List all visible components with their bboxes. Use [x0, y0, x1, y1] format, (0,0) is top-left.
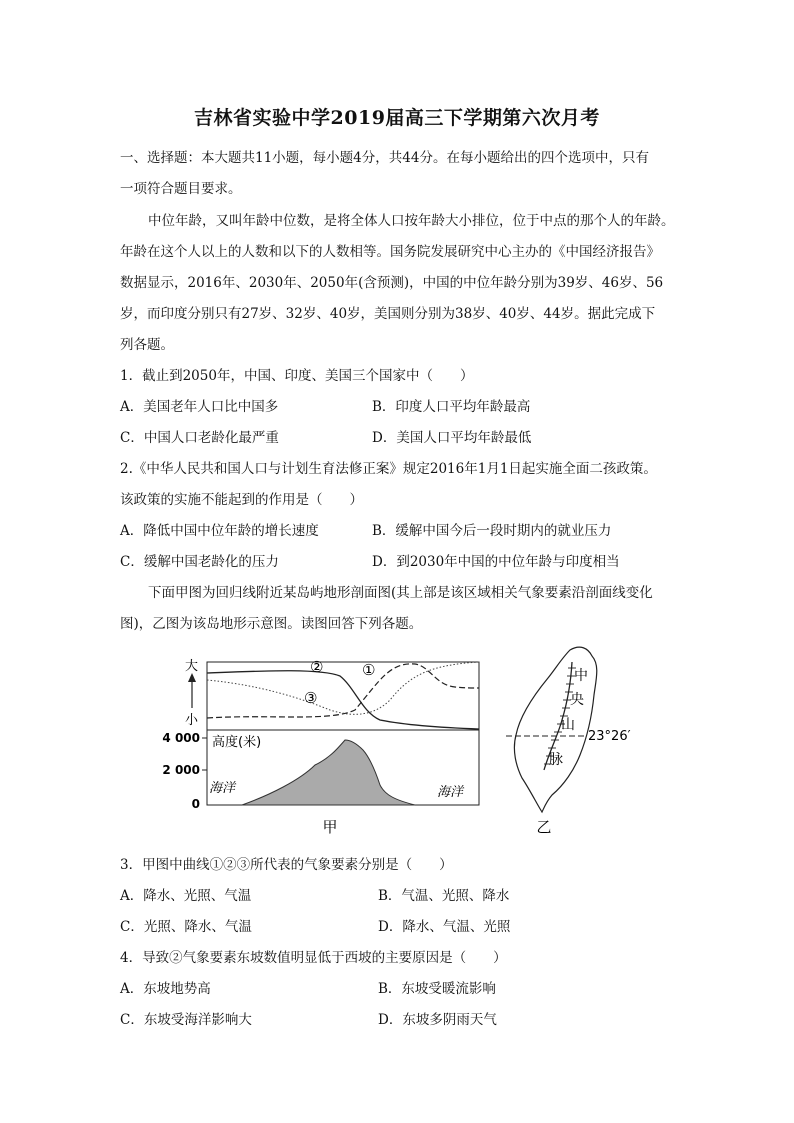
passage1-line-5: 列各题。: [120, 337, 174, 353]
mountain-char-2: 央: [570, 692, 584, 708]
q3-option-a: A．降水、光照、气温: [120, 888, 252, 904]
passage1-line-1: 中位年龄，又叫年龄中位数，是将全体人口按年龄大小排位，位于中点的那个人的年龄。: [148, 213, 675, 229]
page-title: 吉林省实验中学2019届高三下学期第六次月考: [194, 107, 600, 129]
q4-option-c: C．东坡受海洋影响大: [120, 1012, 252, 1028]
q3-option-d: D．降水、气温、光照: [378, 919, 511, 935]
passage2-line-2: 图)，乙图为该岛地形示意图。读图回答下列各题。: [120, 616, 423, 632]
q2-option-a: A．降低中国中位年龄的增长速度: [120, 523, 319, 539]
tick-0: 0: [191, 797, 200, 811]
sea-left-label: 海洋: [209, 781, 236, 796]
curve-3-label: ③: [304, 689, 318, 707]
passage1-line-3: 数据显示，2016年、2030年、2050年(含预测)，中国的中位年龄分别为39岁、46岁、56: [120, 275, 664, 291]
y-label-top: 大: [185, 659, 199, 674]
q2-option-b: B．缓解中国今后一段时期内的就业压力: [372, 523, 612, 539]
passage2-line-1: 下面甲图为回归线附近某岛屿地形剖面图(其上部是该区域相关气象要素沿剖面线变化: [148, 585, 653, 601]
q1-stem: 1．截止到2050年，中国、印度、美国三个国家中（ ）: [120, 368, 474, 384]
q4-option-d: D．东坡多阴雨天气: [378, 1012, 497, 1028]
q2-stem-line-2: 该政策的实施不能起到的作用是（ ）: [120, 492, 363, 508]
curve-2-label: ②: [310, 658, 324, 676]
section-header-line-1: 一、选择题：本大题共11小题，每小题4分，共44分。在每小题给出的四个选项中，只有: [120, 150, 649, 166]
q3-option-b: B．气温、光照、降水: [378, 888, 510, 904]
figure-yi: [500, 640, 670, 840]
mountain-char-4: 脉: [549, 752, 563, 768]
y-label-bottom: 小: [185, 713, 199, 728]
q2-stem-line-1: 2.《中华人民共和国人口与计划生育法修正案》规定2016年1月1日起实施全面二孩政策。: [120, 461, 657, 477]
caption-yi: 乙: [536, 818, 552, 836]
passage1-line-4: 岁，而印度分别只有27岁、32岁、40岁，美国则分别为38岁、40岁、44岁。据此完成下: [120, 306, 656, 322]
caption-jia: 甲: [322, 818, 338, 836]
latitude-label: 23°26′: [588, 729, 631, 744]
q3-option-c: C．光照、降水、气温: [120, 919, 252, 935]
island-profile: [242, 740, 415, 805]
curve-1-label: ①: [362, 661, 376, 679]
q4-stem: 4．导致②气象要素东坡数值明显低于西坡的主要原因是（ ）: [120, 950, 507, 966]
q3-stem: 3．甲图中曲线①②③所代表的气象要素分别是（ ）: [120, 857, 453, 873]
q1-option-b: B．印度人口平均年龄最高: [372, 399, 531, 415]
figure-jia: [162, 640, 500, 840]
passage1-line-2: 年龄在这个人以上的人数和以下的人数相等。国务院发展研究中心主办的《中国经济报告》: [120, 244, 660, 260]
q1-option-c: C．中国人口老龄化最严重: [120, 430, 279, 446]
tick-2000: 2 000: [162, 763, 200, 777]
y-arrow-head-icon: [188, 673, 196, 682]
section-header-line-2: 一项符合题目要求。: [120, 181, 242, 197]
sea-right-label: 海洋: [437, 785, 464, 800]
curve-3: [207, 662, 479, 714]
mountain-char-1: 中: [574, 668, 588, 684]
mountain-hatching: [544, 668, 576, 764]
ylabel-height: 高度(米): [212, 735, 262, 750]
q4-option-b: B．东坡受暖流影响: [378, 981, 496, 997]
mountain-char-3: 山: [561, 717, 575, 733]
q4-option-a: A．东坡地势高: [120, 981, 211, 997]
q1-option-d: D．美国人口平均年龄最低: [372, 430, 532, 446]
q2-option-c: C．缓解中国老龄化的压力: [120, 554, 279, 570]
q2-option-d: D．到2030年中国的中位年龄与印度相当: [372, 554, 620, 570]
tick-4000: 4 000: [162, 731, 200, 745]
upper-panel-frame: [207, 662, 479, 730]
q1-option-a: A．美国老年人口比中国多: [120, 399, 279, 415]
